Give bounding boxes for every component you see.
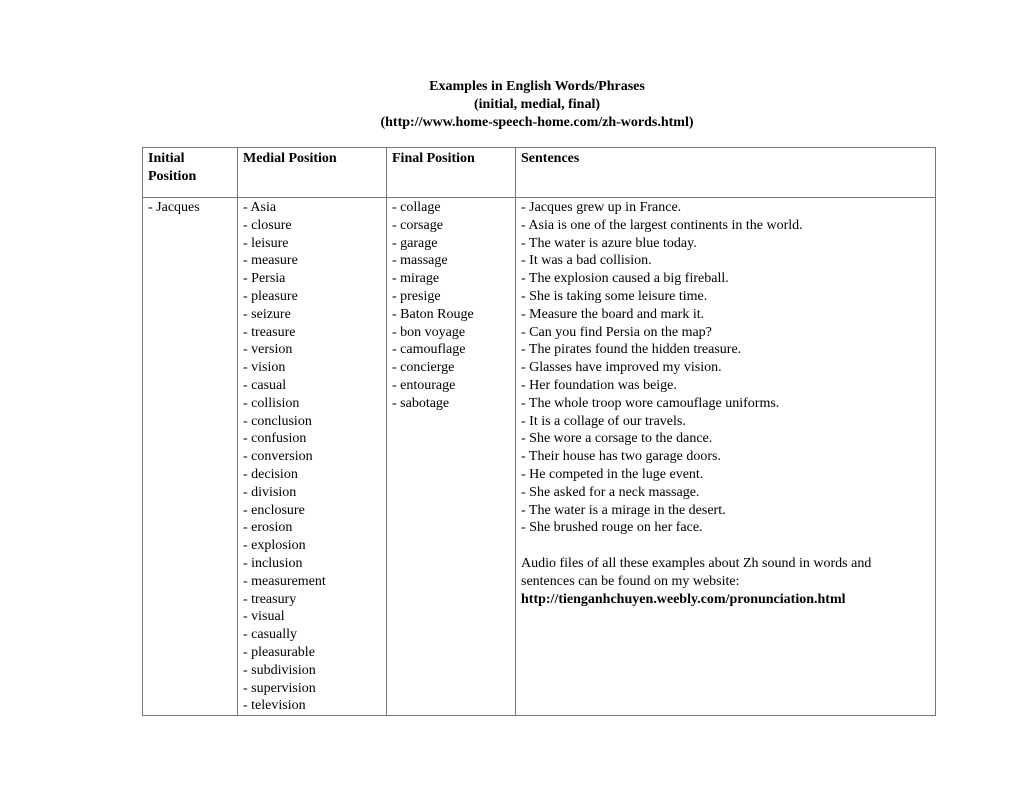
list-item: - leisure: [243, 235, 289, 251]
sentence-item: - She asked for a neck massage.: [521, 484, 700, 500]
list-item: - mirage: [392, 271, 440, 287]
sentence-item: - He competed in the luge event.: [521, 466, 704, 482]
list-item: - bon voyage: [392, 324, 466, 340]
list-item: - measurement: [243, 573, 326, 589]
list-item: - concierge: [392, 360, 455, 376]
list-item: - Jacques: [148, 200, 200, 215]
list-item: - collision: [243, 395, 300, 411]
sentence-item: - Jacques grew up in France.: [521, 200, 682, 215]
table-header-row: [143, 148, 936, 198]
initial-position-cell: [143, 198, 238, 716]
list-item: - television: [243, 698, 306, 714]
sentence-item: - The whole troop wore camouflage uniforms.: [521, 395, 780, 411]
zh-examples-table: [142, 147, 936, 716]
heading-title: Examples in English Words/Phrases: [429, 79, 645, 94]
sentences-list: [521, 199, 930, 537]
sentence-item: - The pirates found the hidden treasure.: [521, 342, 742, 358]
list-item: - presige: [392, 288, 441, 304]
list-item: - erosion: [243, 520, 293, 536]
final-position-cell: [387, 198, 516, 716]
header-medial-position: Medial Position: [238, 148, 387, 198]
sentence-item: - Asia is one of the largest continents in the world.: [521, 217, 803, 233]
sentence-item: - It was a bad collision.: [521, 253, 652, 269]
header-initial-line1: Initial: [148, 151, 185, 166]
header-initial-position: [143, 148, 238, 198]
table-row: [143, 198, 936, 716]
header-final-position: Final Position: [387, 148, 516, 198]
sentence-item: - Her foundation was beige.: [521, 377, 677, 393]
note-line: sentences can be found on my website:: [521, 573, 740, 589]
heading-subtitle: (initial, medial, final): [474, 97, 600, 112]
list-item: - treasury: [243, 591, 297, 607]
website-link[interactable]: http://tienganhchuyen.weebly.com/pronunciation.html: [521, 591, 846, 607]
list-item: - camouflage: [392, 342, 466, 358]
sentence-item: - She brushed rouge on her face.: [521, 520, 703, 536]
list-item: - sabotage: [392, 395, 450, 411]
list-item: - seizure: [243, 306, 291, 322]
list-item: - division: [243, 484, 297, 500]
list-item: - version: [243, 342, 293, 358]
list-item: - supervision: [243, 680, 316, 696]
list-item: - explosion: [243, 538, 306, 554]
list-item: - conversion: [243, 449, 313, 465]
list-item: - enclosure: [243, 502, 305, 518]
spacer: [521, 537, 930, 555]
list-item: - conclusion: [243, 413, 312, 429]
list-item: - confusion: [243, 431, 307, 447]
header-sentences: Sentences: [516, 148, 936, 198]
sentence-item: - Glasses have improved my vision.: [521, 360, 722, 376]
list-item: - Asia: [243, 200, 277, 215]
sentence-item: - She wore a corsage to the dance.: [521, 431, 713, 447]
sentence-item: - The water is a mirage in the desert.: [521, 502, 726, 518]
list-item: - casually: [243, 627, 298, 643]
list-item: - massage: [392, 253, 448, 269]
list-item: - casual: [243, 377, 287, 393]
sentence-item: - The water is azure blue today.: [521, 235, 697, 251]
sentence-item: - Their house has two garage doors.: [521, 449, 721, 465]
list-item: - subdivision: [243, 662, 316, 678]
list-item: - garage: [392, 235, 438, 251]
list-item: - vision: [243, 360, 286, 376]
list-item: - collage: [392, 200, 441, 215]
sentence-item: - Can you find Persia on the map?: [521, 324, 712, 340]
list-item: - entourage: [392, 377, 456, 393]
list-item: - Baton Rouge: [392, 306, 474, 322]
heading-source-url: (http://www.home-speech-home.com/zh-words.html): [380, 115, 694, 130]
list-item: - pleasure: [243, 288, 298, 304]
list-item: - Persia: [243, 271, 286, 287]
medial-position-cell: [238, 198, 387, 716]
list-item: - measure: [243, 253, 298, 269]
header-initial-line2: Position: [148, 168, 197, 184]
list-item: - closure: [243, 217, 292, 233]
list-item: - visual: [243, 609, 285, 625]
list-item: - treasure: [243, 324, 296, 340]
sentence-item: - She is taking some leisure time.: [521, 288, 708, 304]
sentences-cell: [516, 198, 936, 716]
sentence-item: - The explosion caused a big fireball.: [521, 271, 729, 287]
sentence-item: - It is a collage of our travels.: [521, 413, 686, 429]
note-line: Audio files of all these examples about Zh sound in words and: [521, 555, 872, 571]
document-heading: [0, 78, 1024, 132]
list-item: - inclusion: [243, 555, 303, 571]
list-item: - pleasurable: [243, 644, 315, 660]
sentence-item: - Measure the board and mark it.: [521, 306, 705, 322]
list-item: - corsage: [392, 217, 443, 233]
list-item: - decision: [243, 466, 298, 482]
